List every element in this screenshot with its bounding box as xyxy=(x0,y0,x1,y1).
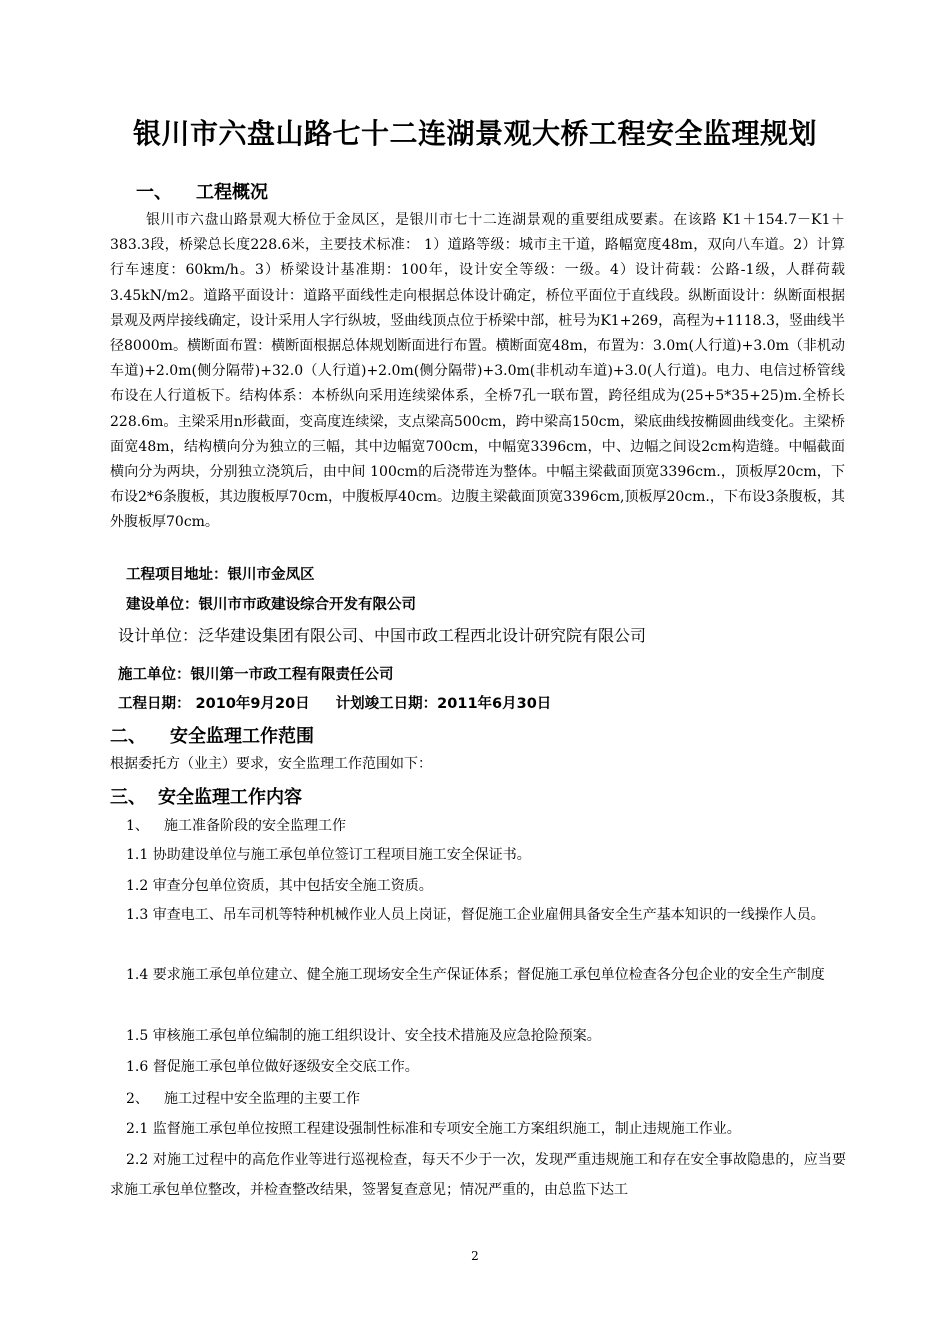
project-address: 工程项目地址：银川市金凤区 xyxy=(126,567,315,583)
section-heading-1 xyxy=(136,178,268,204)
list-item: 1.1 协助建设单位与施工承包单位签订工程项目施工安全保证书。 xyxy=(126,847,531,863)
subsection-1 xyxy=(126,815,346,835)
completion-date: 计划竣工日期：2011年6月30日 xyxy=(335,696,552,712)
start-date: 工程日期： 2010年9月20日 xyxy=(118,696,310,712)
section-number: 二、 xyxy=(110,726,146,747)
section-number: 一、 xyxy=(136,182,172,203)
list-item: 1.2 审查分包单位资质，其中包括安全施工资质。 xyxy=(126,878,433,894)
section-title: 安全监理工作范围 xyxy=(170,726,314,747)
project-overview-paragraph: 银川市六盘山路景观大桥位于金凤区，是银川市七十二连湖景观的重要组成要素。在该路 K1＋154.7－K1＋383.3段，桥梁总长度228.6米，主要技术标准： 1）道路等级：城市主干道，路幅宽度48m，双向八车道。2）计算行车速度：60km/h。3）桥梁设计基准期：100年，设计安全等级：一级。4）设计荷载：公路-1级，人群荷载3.45kN/m2。道路平面设计：道路平面线性走向根据总体设计确定，桥位平面位于直线段。纵断面设计：纵断面根据景观及两岸接线确定，设计采用人字行纵坡，竖曲线顶点位于桥梁中部，桩号为K1+269，高程为+1118.3，竖曲线半径8000m。横断面布置：横断面根据总体规划断面进行布置。横断面宽48m，布置为：3.0m(人行道)+3.0m（非机动车道)+2.0m(侧分隔带)+32.0（人行道)+2.0m(侧分隔带)+3.0m(非机动车道)+3.0(人行道)。电力、电信过桥管线布设在人行道板下。结构体系：本桥纵向采用连续梁体系，全桥7孔一联布置，跨径组成为(25+5*35+25)m.全桥长228.6m。主梁采用n形截面，变高度连续梁，支点梁高500cm，跨中梁高150cm，梁底曲线按椭圆曲线变化。主梁桥面宽48m，结构横向分为独立的三幅，其中边幅宽700cm，中幅宽3396cm，中、边幅之间设2cm构造缝。中幅截面横向分为两块，分别独立浇筑后，由中间 100cm的后浇带连为整体。中幅主梁截面顶宽3396cm.，顶板厚20cm，下布设2*6条腹板，其边腹板厚70cm，中腹板厚40cm。边腹主梁截面顶宽3396cm,顶板厚20cm.，下布设3条腹板，其外腹板厚70cm。 xyxy=(110,212,845,531)
section-heading-2 xyxy=(110,722,314,748)
subsection-number: 1、 xyxy=(126,818,149,834)
document-title: 银川市六盘山路七十二连湖景观大桥工程安全监理规划 xyxy=(132,117,817,150)
subsection-number: 2、 xyxy=(126,1091,149,1107)
list-item: 1.5 审核施工承包单位编制的施工组织设计、安全技术措施及应急抢险预案。 xyxy=(126,1028,601,1044)
list-item: 1.6 督促施工承包单位做好逐级安全交底工作。 xyxy=(126,1059,419,1075)
scope-text: 根据委托方（业主）要求，安全监理工作范围如下： xyxy=(110,756,432,772)
list-item: 1.3 审查电工、吊车司机等特种机械作业人员上岗证，督促施工企业雇佣具备安全生产基本知识的一线操作人员。 xyxy=(126,907,825,923)
list-item: 2.1 监督施工承包单位按照工程建设强制性标准和专项安全施工方案组织施工，制止违规施工作业。 xyxy=(126,1121,741,1137)
list-item: 2.2 对施工过程中的高危作业等进行巡视检查，每天不少于一次，发现严重违规施工和存在安全事故隐患的，应当要求施工承包单位整改，并检查整改结果，签署复查意见；情况严重的，由总监下达工 xyxy=(110,1152,846,1198)
section-title: 工程概况 xyxy=(196,182,268,203)
section-title: 安全监理工作内容 xyxy=(158,787,302,808)
project-dates xyxy=(118,692,551,713)
section-number: 三、 xyxy=(110,787,146,808)
subsection-title: 施工准备阶段的安全监理工作 xyxy=(164,818,346,834)
construction-unit: 施工单位：银川第一市政工程有限责任公司 xyxy=(118,667,394,683)
owner-unit: 建设单位：银川市市政建设综合开发有限公司 xyxy=(126,597,416,613)
page-number: 2 xyxy=(471,1249,479,1263)
list-item: 1.4 要求施工承包单位建立、健全施工现场安全生产保证体系；督促施工承包单位检查各分包企业的安全生产制度 xyxy=(126,967,825,983)
subsection-title: 施工过程中安全监理的主要工作 xyxy=(164,1091,360,1107)
subsection-2 xyxy=(126,1088,360,1108)
section-heading-3 xyxy=(110,783,302,809)
design-unit: 设计单位：泛华建设集团有限公司、中国市政工程西北设计研究院有限公司 xyxy=(118,626,647,645)
